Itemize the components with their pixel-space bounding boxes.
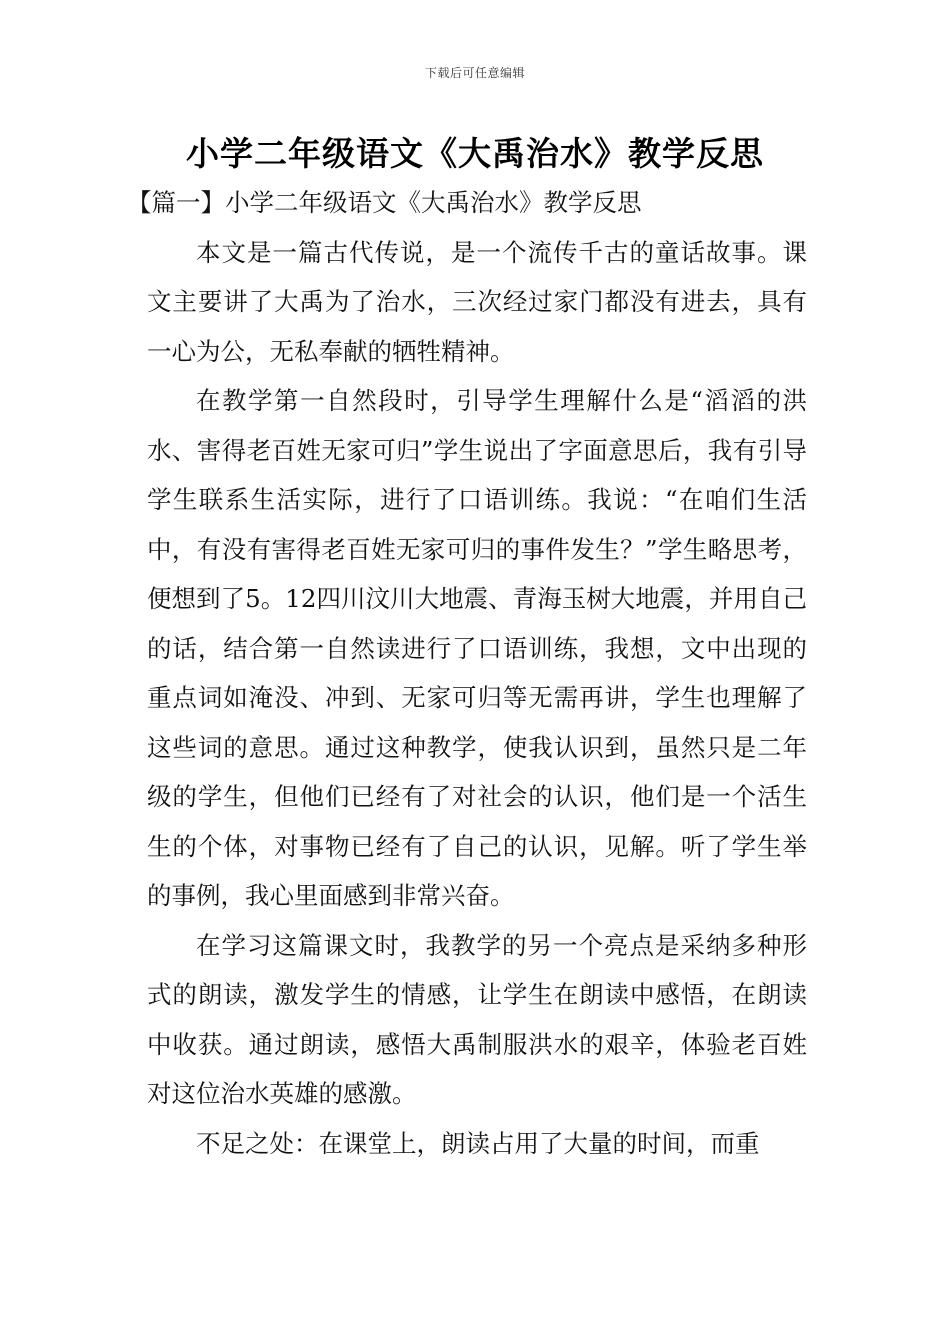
document-title: 小学二年级语文《大禹治水》教学反思 — [186, 134, 764, 173]
header-note: 下载后可任意编辑 — [424, 66, 525, 80]
paragraph-4: 不足之处：在课堂上，朗读占用了大量的时间，而重 — [196, 1128, 760, 1158]
section-heading: 【篇一】小学二年级语文《大禹治水》教学反思 — [127, 188, 642, 217]
paragraph-2: 在教学第一自然段时，引导学生理解什么是“滔滔的洪水、害得老百姓无家可归”学生说出了字面意思后，我有引导学生联系生活实际，进行了口语训练。我说：“在咱们生活中，有没有害得老百姓无家可归的事件发生？”学生略思考，便想到了5。12四川汶川大地震、青海玉树大地震，并用自己的话，结合第一自然读进行了口语训练，我想，文中出现的重点词如淹没、冲到、无家可归等无需再讲，学生也理解了这些词的意思。通过这种教学，使我认识到，虽然只是二年级的学生，但他们已经有了对社会的认识，他们是一个活生生的个体，对事物已经有了自己的认识，见解。听了学生举的事例，我心里面感到非常兴奋。 — [147, 386, 807, 910]
paragraph-1: 本文是一篇古代传说，是一个流传千古的童话故事。课文主要讲了大禹为了治水，三次经过家门都没有进去，具有一心为公，无私奉献的牺牲精神。 — [147, 237, 807, 366]
paragraph-3: 在学习这篇课文时，我教学的另一个亮点是采纳多种形式的朗读，激发学生的情感，让学生在朗读中感悟，在朗读中收获。通过朗读，感悟大禹制服洪水的艰辛，体验老百姓对这位治水英雄的感激。 — [147, 930, 807, 1108]
document-body — [127, 178, 807, 1168]
